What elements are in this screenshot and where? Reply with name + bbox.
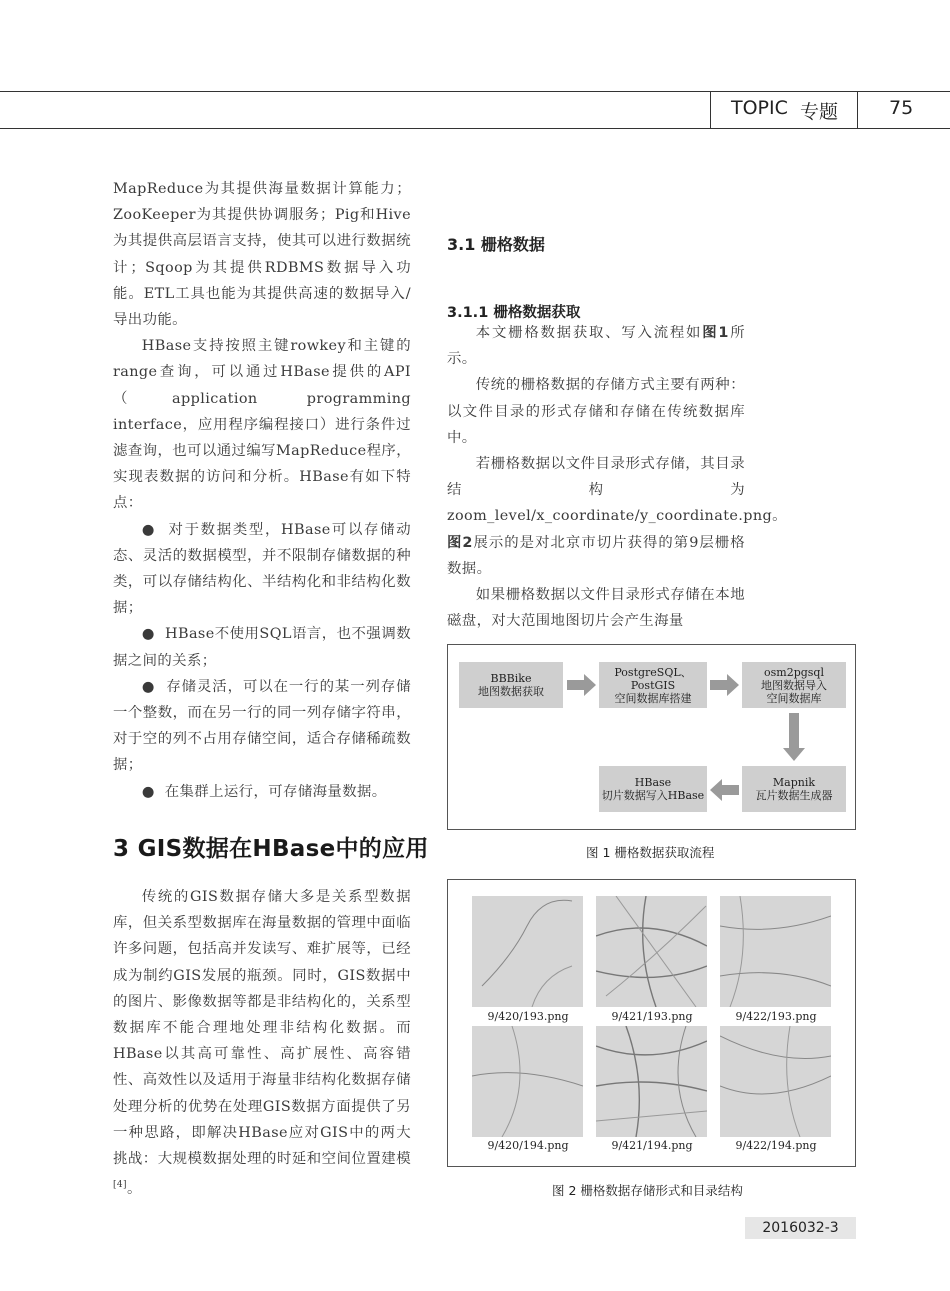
map-tile — [596, 896, 707, 1007]
header-divider — [857, 91, 858, 129]
figure-2-tiles — [447, 879, 856, 1167]
article-code: 2016032-3 — [745, 1217, 856, 1239]
header-topic: TOPIC — [731, 97, 788, 119]
bullet-icon: ● — [141, 783, 165, 800]
arrow-left-icon — [710, 779, 739, 801]
tile-label: 9/422/193.png — [735, 1010, 817, 1023]
bullet-item: ● HBase不使用SQL语言，也不强调数据之间的关系； — [113, 626, 412, 669]
section-heading: 3 GIS数据在HBase中的应用 — [113, 836, 429, 862]
left-column — [113, 176, 411, 805]
tile-label: 9/422/194.png — [735, 1139, 817, 1152]
tile-label: 9/421/194.png — [611, 1139, 693, 1152]
paragraph: MapReduce为其提供海量数据计算能力；ZooKeeper为其提供协调服务；Pig和Hive为其提供高层语言支持，使其可以进行数据统计；Sqoop为其提供RDBMS数据导入功能。ETL工具也能为其提供高速的数据导入/导出功能。 — [113, 181, 411, 329]
paragraph: HBase支持按照主键rowkey和主键的range查询，可以通过HBase提供的API（application programming interface，应用程序编程接口）进行条件过滤查询，也可以通过编写MapReduce程序，实现表数据的访问和分析。HBase有如下特点： — [113, 338, 411, 512]
tile-label: 9/420/194.png — [487, 1139, 569, 1152]
tile-label: 9/421/193.png — [611, 1010, 693, 1023]
flow-box-mapnik: Mapnik 瓦片数据生成器 — [742, 766, 846, 812]
figure-2-caption: 图 2 栅格数据存储形式和目录结构 — [552, 1183, 743, 1198]
header-top-rule — [0, 91, 950, 92]
tile-label: 9/420/193.png — [487, 1010, 569, 1023]
subsection-heading: 3.1 栅格数据 — [447, 235, 545, 254]
arrow-down-icon — [783, 713, 805, 761]
left-column-lower — [113, 884, 411, 1202]
bullet-icon: ● — [141, 521, 169, 538]
arrow-right-icon — [710, 674, 739, 696]
paragraph: 如果栅格数据以文件目录形式存储在本地磁盘，对大范围地图切片会产生海量 — [447, 587, 745, 630]
map-tile — [472, 896, 583, 1007]
flow-box-postgresql: PostgreSQL、 PostGIS 空间数据库搭建 — [599, 662, 707, 708]
citation: [4] — [113, 1180, 127, 1191]
flow-box-bbbike: BBBike 地图数据获取 — [459, 662, 563, 708]
paragraph: 若栅格数据以文件目录形式存储，其目录结构为zoom_level/x_coordinate/y_coordinate.png。图2展示的是对北京市切片获得的第9层栅格数据。 — [447, 456, 787, 577]
map-tile — [472, 1026, 583, 1137]
bullet-icon: ● — [141, 626, 166, 643]
bullet-item: ● 在集群上运行，可存储海量数据。 — [141, 783, 387, 800]
flow-arrows — [448, 645, 857, 831]
map-tile — [596, 1026, 707, 1137]
figure-1-caption: 图 1 栅格数据获取流程 — [586, 845, 715, 860]
bullet-icon: ● — [141, 678, 167, 695]
right-column — [447, 320, 787, 634]
page-number: 75 — [889, 97, 914, 119]
map-tile — [720, 896, 831, 1007]
header-section: 专题 — [800, 101, 839, 123]
bullet-item: ● 对于数据类型，HBase可以存储动态、灵活的数据模型，并不限制存储数据的种类，可以存储结构化、半结构化和非结构化数据； — [113, 521, 411, 617]
paragraph: 本文栅格数据获取、写入流程如图1所示。 — [447, 325, 745, 368]
flow-box-hbase: HBase 切片数据写入HBase — [599, 766, 707, 812]
arrow-right-icon — [567, 674, 596, 696]
flow-box-osm2pgsql: osm2pgsql 地图数据导入 空间数据库 — [742, 662, 846, 708]
figure-1-flowchart — [447, 644, 856, 830]
header-divider — [710, 91, 711, 129]
subsubsection-heading: 3.1.1 栅格数据获取 — [447, 305, 581, 321]
bullet-item: ● 存储灵活，可以在一行的某一列存储一个整数，而在另一行的同一列存储字符串，对于空的列不占用存储空间，适合存储稀疏数据； — [113, 678, 411, 774]
figure-ref: 图2 — [447, 534, 473, 551]
paragraph: 传统的栅格数据的存储方式主要有两种：以文件目录的形式存储和存储在传统数据库中。 — [447, 377, 745, 446]
paragraph: 传统的GIS数据存储大多是关系型数据库，但关系型数据库在海量数据的管理中面临许多问题，包括高并发读写、难扩展等，已经成为制约GIS发展的瓶颈。同时，GIS数据中的图片、影像数据等都是非结构化的，关系型数据库不能合理地处理非结构化数据。而HBase以其高可靠性、高扩展性、高容错性、高效性以及适用于海量非结构化数据存储处理分析的优势在处理GIS数据方面提供了另一种思路，即解决HBase应对GIS中的两大挑战：大规模数据处理的时延和空间位置建模[4]。 — [113, 889, 411, 1198]
header-bottom-rule — [0, 128, 950, 129]
figure-ref: 图1 — [702, 325, 729, 341]
map-tile — [720, 1026, 831, 1137]
